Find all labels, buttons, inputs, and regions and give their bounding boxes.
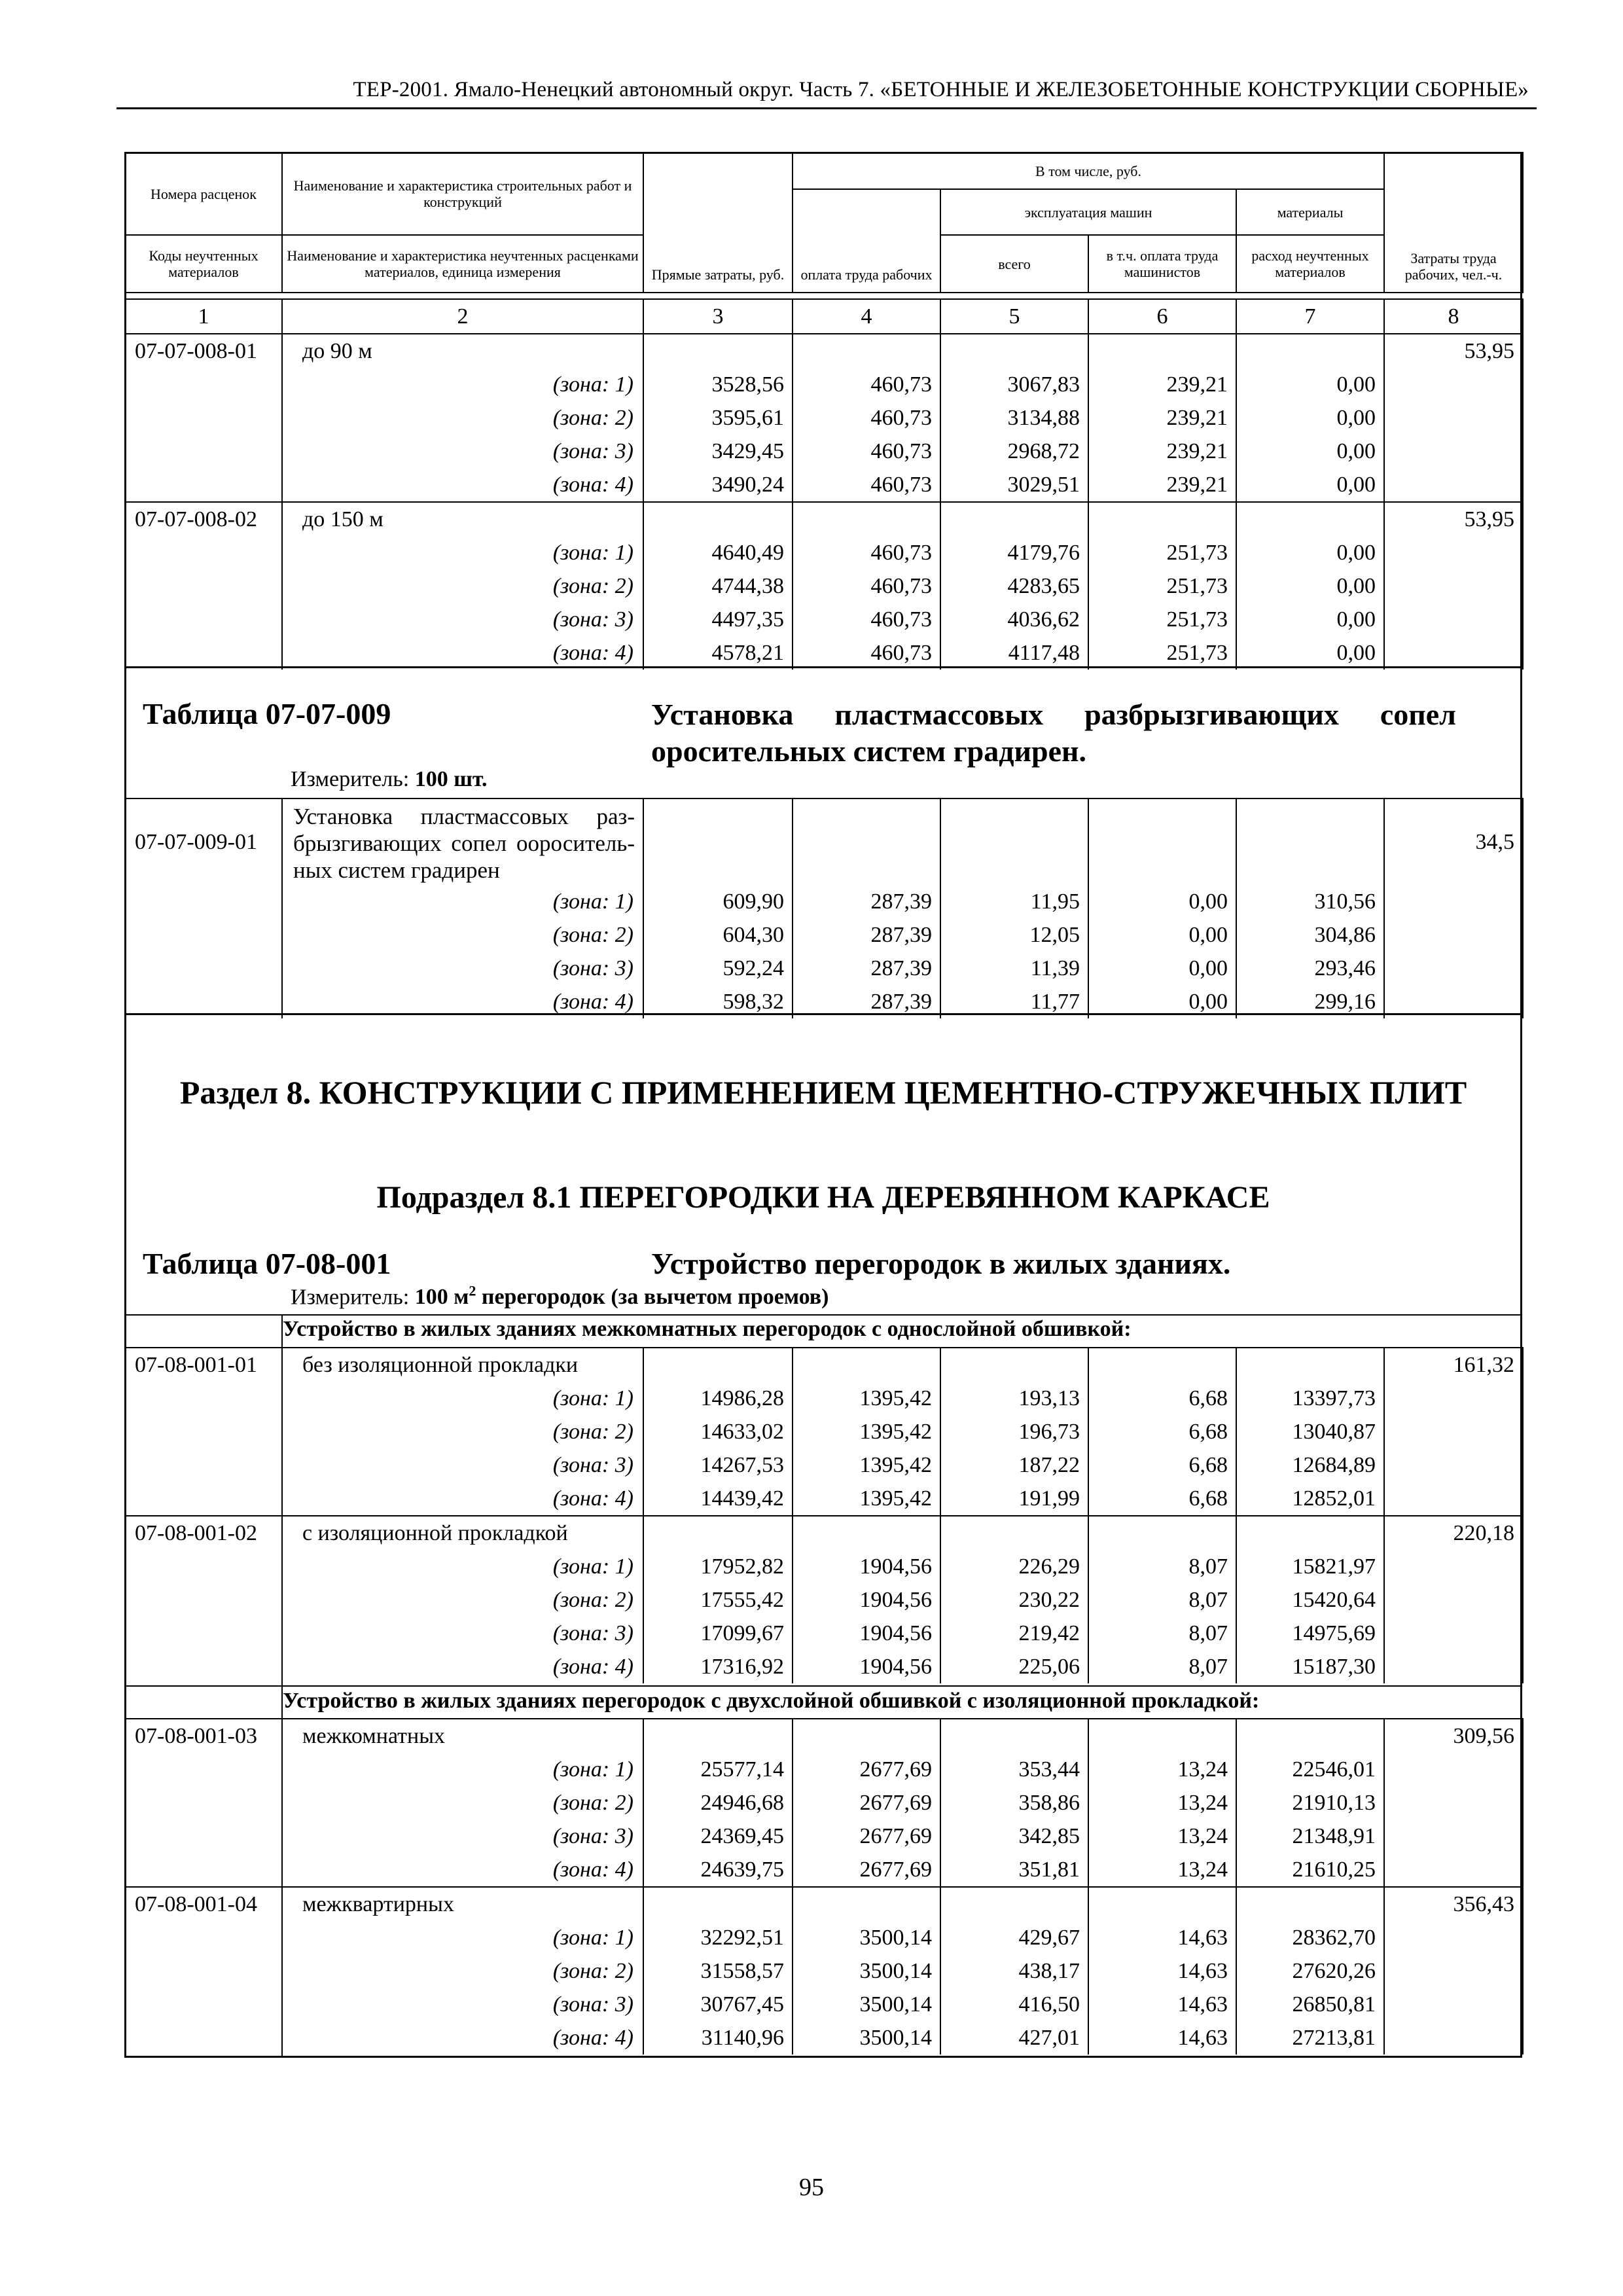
rate-header-row [125,502,1523,536]
cost-value: 287,39 [793,885,940,918]
zone-row [125,1988,1523,2021]
zone-row [125,1921,1523,1954]
block-001b-body [125,1719,1523,2054]
zone-row [125,885,1523,918]
h-materials: материалы [1236,189,1384,235]
rate-name: межквартирных [282,1887,643,1921]
cost-value: 0,00 [1088,952,1236,985]
zone-label: (зона: 2) [282,1786,643,1820]
cost-value: 3429,45 [643,435,793,468]
cost-value: 460,73 [793,636,940,670]
cost-value: 24639,75 [643,1853,793,1887]
zone-row [125,536,1523,569]
cost-value: 15420,64 [1236,1583,1384,1617]
rate-header-row [125,1516,1523,1550]
zone-row [125,603,1523,636]
block-001a-body [125,1348,1523,1683]
rate-name: межкомнатных [282,1719,643,1753]
cost-value: 304,86 [1236,918,1384,952]
cost-value: 31140,96 [643,2021,793,2054]
rate-header-row [125,1887,1523,1921]
cost-value: 14633,02 [643,1415,793,1448]
cost-value: 239,21 [1088,435,1236,468]
rate-name: до 150 м [282,502,643,536]
zone-row [125,2021,1523,2054]
zone-label: (зона: 4) [282,2021,643,2054]
zone-row [125,636,1523,670]
cost-value: 13,24 [1088,1786,1236,1820]
cost-value: 0,00 [1236,636,1384,670]
cost-value: 14439,42 [643,1482,793,1516]
cost-value: 1904,56 [793,1550,940,1583]
zone-label: (зона: 1) [282,536,643,569]
cost-value: 0,00 [1088,918,1236,952]
cost-value: 21610,25 [1236,1853,1384,1887]
cost-value: 4640,49 [643,536,793,569]
cost-value: 358,86 [940,1786,1088,1820]
cost-value: 2677,69 [793,1820,940,1853]
cost-value: 8,07 [1088,1583,1236,1617]
cost-value: 1395,42 [793,1382,940,1415]
cost-value: 592,24 [643,952,793,985]
cost-value: 0,00 [1236,603,1384,636]
cost-value: 30767,45 [643,1988,793,2021]
group-heading: Устройство в жилых зданиях межкомнатных перегородок с однослойной обшивкой: [283,1317,1132,1341]
column-header [124,152,1524,293]
rate-header-row [125,1348,1523,1382]
rate-name: с изоляционной прокладкой [282,1516,643,1550]
cost-value: 8,07 [1088,1617,1236,1650]
cost-value: 251,73 [1088,569,1236,603]
h-codes: Коды неучтенных материалов [125,235,282,293]
zone-label: (зона: 4) [282,1482,643,1516]
col-number: 4 [793,299,940,334]
cost-value: 3490,24 [643,468,793,502]
separator [124,1314,1522,1316]
cost-value: 4283,65 [940,569,1088,603]
cost-value: 3500,14 [793,2021,940,2054]
group-heading: Устройство в жилых зданиях перегородок с двухслойной обшивкой с изоляционной прокладкой: [283,1689,1260,1713]
rate-code: 07-08-001-03 [125,1719,282,1753]
cost-value: 4578,21 [643,636,793,670]
cost-value: 287,39 [793,985,940,1018]
cost-value: 4497,35 [643,603,793,636]
cost-value: 3528,56 [643,368,793,401]
zone-label: (зона: 4) [282,1853,643,1887]
zone-row [125,1650,1523,1683]
zone-label: (зона: 1) [282,885,643,918]
rates-table-001b [124,1718,1524,2054]
cost-value: 3067,83 [940,368,1088,401]
rate-name-line: ных систем градирен [293,857,500,883]
cost-value: 239,21 [1088,368,1236,401]
zone-row [125,1820,1523,1853]
zone-row [125,1617,1523,1650]
cost-value: 31558,57 [643,1954,793,1988]
cost-value: 460,73 [793,603,940,636]
rates-table-009 [124,798,1524,1018]
cost-value: 187,22 [940,1448,1088,1482]
cost-value: 460,73 [793,435,940,468]
cost-value: 13,24 [1088,1820,1236,1853]
labor-cost: 220,18 [1384,1516,1523,1550]
cost-value: 3134,88 [940,401,1088,435]
zone-row [125,435,1523,468]
table-001-measure [291,1283,829,1310]
zone-row [125,952,1523,985]
cost-value: 239,21 [1088,401,1236,435]
cost-value: 6,68 [1088,1382,1236,1415]
cost-value: 191,99 [940,1482,1088,1516]
block-009-body [125,885,1523,1018]
cost-value: 251,73 [1088,636,1236,670]
rate-code: 07-07-008-01 [125,334,282,368]
zone-label: (зона: 3) [282,952,643,985]
cost-value: 13,24 [1088,1753,1236,1786]
zone-label: (зона: 2) [282,1415,643,1448]
col-number: 6 [1088,299,1236,334]
rate-name [282,798,643,885]
cost-value: 17099,67 [643,1617,793,1650]
cost-value: 11,39 [940,952,1088,985]
cost-value: 11,95 [940,885,1088,918]
zone-row [125,1583,1523,1617]
h-labor-pay: оплата труда рабочих [793,189,940,293]
cost-value: 0,00 [1236,569,1384,603]
separator [124,1013,1522,1015]
cost-value: 32292,51 [643,1921,793,1954]
zone-label: (зона: 2) [282,918,643,952]
section-title: Раздел 8. КОНСТРУКЦИИ С ПРИМЕНЕНИЕМ ЦЕМЕНТНО-СТРУЖЕЧНЫХ ПЛИТ [179,1074,1467,1111]
cost-value: 27620,26 [1236,1954,1384,1988]
h-incl: В том числе, руб. [793,152,1384,189]
cost-value: 13040,87 [1236,1415,1384,1448]
cost-value: 2677,69 [793,1753,940,1786]
cost-value: 4179,76 [940,536,1088,569]
cost-value: 0,00 [1236,468,1384,502]
h-machines: эксплуатация машин [940,189,1236,235]
cost-value: 429,67 [940,1921,1088,1954]
h-mat-use: расход неучтенных материалов [1236,235,1384,293]
table-001-subject: Устройство перегородок в жилых зданиях. [651,1247,1231,1280]
cost-value: 287,39 [793,918,940,952]
measure-label: Измеритель: [291,1285,410,1310]
cost-value: 8,07 [1088,1550,1236,1583]
cost-value: 13397,73 [1236,1382,1384,1415]
cost-value: 25577,14 [643,1753,793,1786]
cost-value: 609,90 [643,885,793,918]
h-mat-name: Наименование и характеристика неучтенных расценками материалов, единица измерения [282,235,643,293]
zone-row [125,468,1523,502]
cost-value: 251,73 [1088,536,1236,569]
cost-value: 14,63 [1088,2021,1236,2054]
col-number: 2 [282,299,643,334]
cost-value: 287,39 [793,952,940,985]
cost-value: 0,00 [1236,401,1384,435]
measure-value: 100 м [414,1285,469,1310]
cost-value: 17316,92 [643,1650,793,1683]
measure-sup: 2 [469,1283,476,1299]
h-work-name: Наименование и характеристика строительных работ и конструкций [282,152,643,235]
rate-code: 07-08-001-02 [125,1516,282,1550]
zone-label: (зона: 1) [282,1921,643,1954]
rate-code: 07-07-009-01 [125,798,282,885]
rate-code: 07-08-001-01 [125,1348,282,1382]
cost-value: 0,00 [1236,368,1384,401]
cost-value: 460,73 [793,536,940,569]
cost-value: 3500,14 [793,1988,940,2021]
zone-row [125,401,1523,435]
zone-label: (зона: 4) [282,985,643,1018]
cost-value: 230,22 [940,1583,1088,1617]
zone-label: (зона: 2) [282,1954,643,1988]
cost-value: 3595,61 [643,401,793,435]
col-number: 8 [1384,299,1523,334]
table-row [125,798,1523,885]
cost-value: 293,46 [1236,952,1384,985]
cost-value: 28362,70 [1236,1921,1384,1954]
rate-header-row [125,334,1523,368]
cost-value: 22546,01 [1236,1753,1384,1786]
col-number: 5 [940,299,1088,334]
cost-value: 2968,72 [940,435,1088,468]
cost-value: 219,42 [940,1617,1088,1650]
zone-label: (зона: 4) [282,1650,643,1683]
zone-label: (зона: 3) [282,1617,643,1650]
zone-row [125,918,1523,952]
cost-value: 4036,62 [940,603,1088,636]
rate-name-line: брызгивающих сопел оороситель- [293,831,635,856]
zone-row [125,569,1523,603]
cost-value: 460,73 [793,401,940,435]
zone-label: (зона: 1) [282,1550,643,1583]
cost-value: 604,30 [643,918,793,952]
h-total: всего [940,235,1088,293]
cost-value: 193,13 [940,1382,1088,1415]
rate-name-line: Установка пластмассовых раз- [293,804,635,829]
col-number: 3 [643,299,793,334]
page-number: 95 [799,2174,824,2201]
cost-value: 438,17 [940,1954,1088,1988]
column-numbers-row [125,299,1523,334]
zone-label: (зона: 1) [282,368,643,401]
rate-header-row [125,1719,1523,1753]
zone-row [125,1415,1523,1448]
cost-value: 14986,28 [643,1382,793,1415]
cost-value: 598,32 [643,985,793,1018]
cost-value: 0,00 [1236,435,1384,468]
h-labor: Затраты труда рабочих, чел.-ч. [1384,152,1523,293]
cost-value: 12684,89 [1236,1448,1384,1482]
cost-value: 225,06 [940,1650,1088,1683]
cost-value: 14267,53 [643,1448,793,1482]
zone-label: (зона: 2) [282,1583,643,1617]
cost-value: 11,77 [940,985,1088,1018]
cost-value: 21348,91 [1236,1820,1384,1853]
cost-value: 226,29 [940,1550,1088,1583]
running-header-text: ТЕР-2001. Ямало-Ненецкий автономный округ. Часть 7. «БЕТОННЫЕ И ЖЕЛЕЗОБЕТОННЫЕ КОНСТРУКЦИИ СБОРНЫЕ» [353,78,1529,101]
zone-row [125,1448,1523,1482]
zone-row [125,1954,1523,1988]
rate-code: 07-08-001-04 [125,1887,282,1921]
zone-label: (зона: 3) [282,435,643,468]
cost-value: 13,24 [1088,1853,1236,1887]
cost-value: 460,73 [793,368,940,401]
labor-cost: 53,95 [1384,334,1523,368]
cost-value: 26850,81 [1236,1988,1384,2021]
zone-label: (зона: 3) [282,1448,643,1482]
table-009-subject: Установка пластмассовых разбрызгивающих сопел оросительных систем градирен. [651,698,1456,768]
measure-rest: перегородок (за вычетом проемов) [476,1285,829,1310]
cost-value: 342,85 [940,1820,1088,1853]
zone-row [125,1482,1523,1516]
zone-label: (зона: 3) [282,603,643,636]
cost-value: 24369,45 [643,1820,793,1853]
zone-row [125,1786,1523,1820]
zone-row [125,1853,1523,1887]
running-header [116,73,1537,109]
cost-value: 3500,14 [793,1954,940,1988]
table-009-title: Таблица 07-07-009 [143,697,391,730]
zone-label: (зона: 2) [282,569,643,603]
cost-value: 6,68 [1088,1415,1236,1448]
table-009-measure [291,767,488,792]
labor-cost: 161,32 [1384,1348,1523,1382]
cost-value: 17555,42 [643,1583,793,1617]
cost-value: 6,68 [1088,1482,1236,1516]
cost-value: 1395,42 [793,1415,940,1448]
h-incl-mach: в т.ч. оплата труда машинистов [1088,235,1236,293]
cost-value: 1904,56 [793,1617,940,1650]
cost-value: 4117,48 [940,636,1088,670]
cost-value: 0,00 [1236,536,1384,569]
rates-table-001a [124,1347,1524,1683]
cost-value: 0,00 [1088,885,1236,918]
cost-value: 14975,69 [1236,1617,1384,1650]
cost-value: 1904,56 [793,1583,940,1617]
cost-value: 353,44 [940,1753,1088,1786]
col-number: 7 [1236,299,1384,334]
cost-value: 15187,30 [1236,1650,1384,1683]
cost-value: 2677,69 [793,1853,940,1887]
rate-code: 07-07-008-02 [125,502,282,536]
cost-value: 12,05 [940,918,1088,952]
labor-cost: 309,56 [1384,1719,1523,1753]
h-direct: Прямые затраты, руб. [643,152,793,293]
labor-cost: 356,43 [1384,1887,1523,1921]
cost-value: 14,63 [1088,1988,1236,2021]
zone-label: (зона: 1) [282,1382,643,1415]
rate-name: до 90 м [282,334,643,368]
cost-value: 251,73 [1088,603,1236,636]
cost-value: 239,21 [1088,468,1236,502]
labor-cost: 34,5 [1384,798,1523,885]
cost-value: 8,07 [1088,1650,1236,1683]
cost-value: 14,63 [1088,1954,1236,1988]
cost-value: 6,68 [1088,1448,1236,1482]
cost-value: 2677,69 [793,1786,940,1820]
measure-label: Измеритель: [291,767,410,791]
cost-value: 196,73 [940,1415,1088,1448]
cost-value: 21910,13 [1236,1786,1384,1820]
subsection-title: Подраздел 8.1 ПЕРЕГОРОДКИ НА ДЕРЕВЯННОМ КАРКАСЕ [376,1180,1270,1215]
rate-name: без изоляционной прокладки [282,1348,643,1382]
separator [124,1685,1522,1687]
zone-label: (зона: 1) [282,1753,643,1786]
zone-label: (зона: 3) [282,1820,643,1853]
separator [124,666,1522,668]
zone-label: (зона: 4) [282,468,643,502]
cost-value: 460,73 [793,468,940,502]
cost-value: 416,50 [940,1988,1088,2021]
zone-row [125,368,1523,401]
zone-row [125,1753,1523,1786]
zone-row [125,1550,1523,1583]
zone-label: (зона: 4) [282,636,643,670]
cost-value: 3029,51 [940,468,1088,502]
zone-label: (зона: 3) [282,1988,643,2021]
cost-value: 1904,56 [793,1650,940,1683]
labor-cost: 53,95 [1384,502,1523,536]
cost-value: 299,16 [1236,985,1384,1018]
zone-label: (зона: 2) [282,401,643,435]
cost-value: 24946,68 [643,1786,793,1820]
zone-row [125,1382,1523,1415]
cost-value: 1395,42 [793,1448,940,1482]
cost-value: 12852,01 [1236,1482,1384,1516]
cost-value: 14,63 [1088,1921,1236,1954]
rates-table-008 [124,298,1524,670]
cost-value: 3500,14 [793,1921,940,1954]
cost-value: 1395,42 [793,1482,940,1516]
h-rate-numbers: Номера расценок [125,152,282,235]
cost-value: 310,56 [1236,885,1384,918]
cost-value: 351,81 [940,1853,1088,1887]
cost-value: 17952,82 [643,1550,793,1583]
cost-value: 4744,38 [643,569,793,603]
table-001-title: Таблица 07-08-001 [143,1247,391,1280]
block-008-body [125,334,1523,670]
cost-value: 27213,81 [1236,2021,1384,2054]
cost-value: 15821,97 [1236,1550,1384,1583]
measure-value: 100 шт. [414,767,488,791]
cost-value: 460,73 [793,569,940,603]
cost-value: 0,00 [1088,985,1236,1018]
col-number: 1 [125,299,282,334]
cost-value: 427,01 [940,2021,1088,2054]
